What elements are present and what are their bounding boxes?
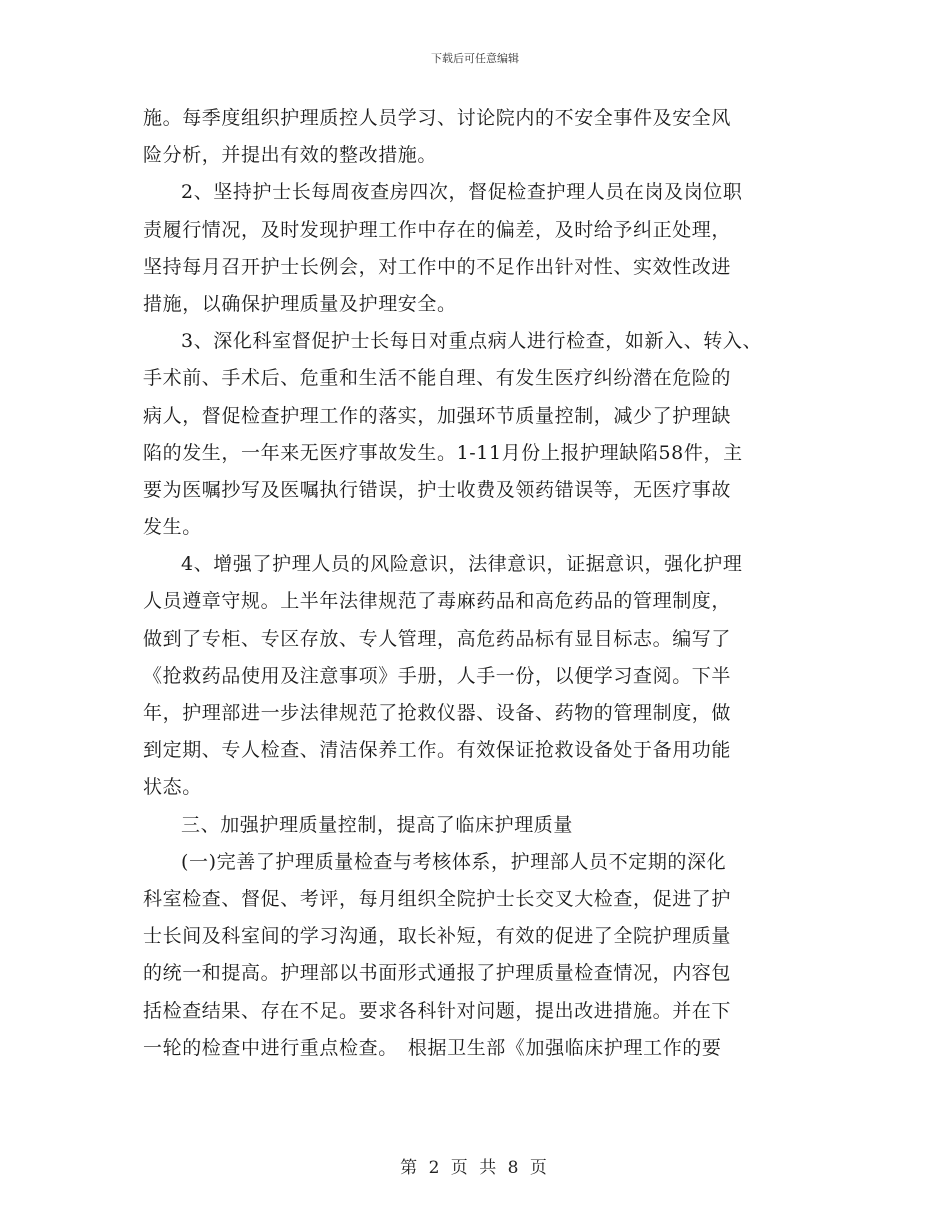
body-line: 施。每季度组织护理质控人员学习、讨论院内的不安全事件及安全风: [143, 107, 732, 129]
paragraph-start-line: 3、深化科室督促护士长每日对重点病人进行检查，如新入、转入、: [181, 330, 763, 353]
body-line: 要为医嘱抄写及医嘱执行错误，护士收费及领药错误等，无医疗事故: [143, 478, 732, 501]
body-line: 《抢救药品使用及注意事项》手册，人手一份，以便学习查阅。下半: [143, 664, 732, 687]
body-line: 手术前、手术后、危重和生活不能自理、有发生医疗纠纷潜在危险的: [143, 367, 732, 390]
paragraph-start-line: 2、坚持护士长每周夜查房四次，督促检查护理人员在岗及岗位职: [181, 181, 743, 204]
body-line: 责履行情况，及时发现护理工作中存在的偏差，及时给予纠正处理，: [143, 218, 732, 241]
page-header-note: 下载后可任意编辑: [431, 52, 519, 65]
page-number-footer: 第 2 页 共 8 页: [400, 1158, 550, 1178]
body-line: 险分析，并提出有效的整改措施。: [143, 144, 438, 167]
body-line: 人员遵章守规。上半年法律规范了毒麻药品和高危药品的管理制度，: [143, 590, 732, 613]
body-line: 到定期、专人检查、清洁保养工作。有效保证抢救设备处于备用功能: [143, 739, 732, 762]
body-line: 一轮的检查中进行重点检查。 根据卫生部《加强临床护理工作的要: [143, 1036, 722, 1059]
body-line: 坚持每月召开护士长例会，对工作中的不足作出针对性、实效性改进: [143, 255, 732, 278]
body-line: 状态。: [143, 776, 202, 799]
body-line: 的统一和提高。护理部以书面形式通报了护理质量检查情况，内容包: [143, 962, 732, 985]
body-line: 陷的发生，一年来无医疗事故发生。1-11月份上报护理缺陷58件，主: [143, 441, 743, 464]
body-line: 病人，督促检查护理工作的落实，加强环节质量控制，减少了护理缺: [143, 404, 732, 427]
body-line: 士长间及科室间的学习沟通，取长补短，有效的促进了全院护理质量: [143, 925, 732, 948]
body-line: 发生。: [143, 516, 202, 539]
paragraph-start-line: 4、增强了护理人员的风险意识，法律意识，证据意识，强化护理: [181, 553, 743, 576]
body-line: 措施，以确保护理质量及护理安全。: [143, 292, 457, 315]
body-line: 括检查结果、存在不足。要求各科针对问题，提出改进措施。并在下: [143, 999, 732, 1022]
body-line: 科室检查、督促、考评，每月组织全院护士长交叉大检查，促进了护: [143, 887, 732, 910]
document-body: [143, 100, 813, 1067]
paragraph-start-line: (一)完善了护理质量检查与考核体系，护理部人员不定期的深化: [181, 850, 727, 873]
section-heading: 三、加强护理质量控制，提高了临床护理质量: [181, 813, 574, 836]
body-line: 年，护理部进一步法律规范了抢救仪器、设备、药物的管理制度，做: [143, 702, 732, 724]
body-line: 做到了专柜、专区存放、专人管理，高危药品标有显目标志。编写了: [143, 627, 732, 650]
